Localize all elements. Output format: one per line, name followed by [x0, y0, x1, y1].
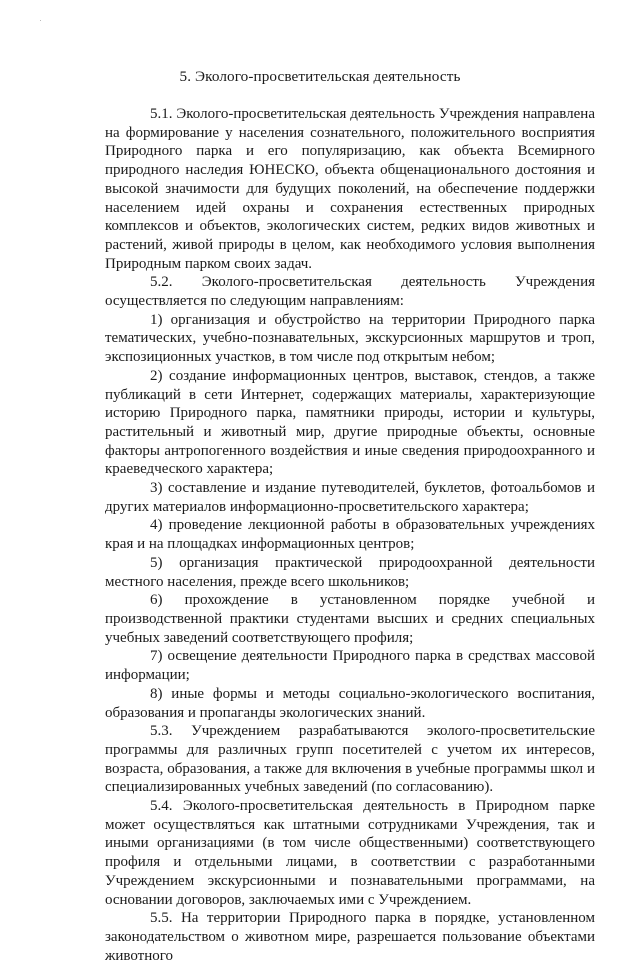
scan-speck	[40, 20, 41, 21]
section-title: 5. Эколого-просветительская деятельность	[179, 68, 461, 85]
list-item-4: 4) проведение лекционной работы в образовательных учреждениях края и на площадках информационных центров;	[105, 517, 595, 553]
list-item-6: 6) прохождение в установленном порядке учебной и производственной практики студентами высших и средних специальных учебных заведений соответствующего профиля;	[105, 592, 595, 646]
paragraph-5-2: 5.2. Эколого-просветительская деятельность Учреждения осуществляется по следующим направлениям:	[105, 274, 595, 310]
list-item-3: 3) составление и издание путеводителей, буклетов, фотоальбомов и других материалов информационно-просветительского характера;	[105, 480, 595, 515]
paragraph-5-3: 5.3. Учреждением разрабатываются эколого-просветительские программы для различных групп посетителей с учетом их интересов, возраста, образования, а также для включения в учебные программы школ и специализированных учебных заведений (по согласованию).	[105, 723, 595, 796]
paragraph-5-1: 5.1. Эколого-просветительская деятельность Учреждения направлена на формирование у населения сознательного, положительного восприятия Природного парка и его популяризацию, как объекта Всемирного природного наследия ЮНЕСКО, объекта общенационального достояния и высокой значимости для будущих поколений, на обеспечение поддержки населением идей охраны и сохранения естественных природных комплексов и объектов, экологических систем, редких видов животных и растений, живой природы в целом, как необходимого условия выполнения Природным парком своих задач.	[105, 106, 595, 272]
list-item-7: 7) освещение деятельности Природного парка в средствах массовой информации;	[105, 648, 595, 684]
list-item-1: 1) организация и обустройство на территории Природного парка тематических, учебно-познавательных, экскурсионных маршрутов и троп, экспозиционных участков, в том числе под открытым небом;	[105, 311, 595, 366]
list-item-8: 8) иные формы и методы социально-экологического воспитания, образования и пропаганды экологических знаний.	[105, 685, 595, 721]
list-item-5: 5) организация практической природоохранной деятельности местного населения, прежде всего школьников;	[105, 554, 595, 590]
paragraph-5-5: 5.5. На территории Природного парка в порядке, установленном законодательством о животном мире, разрешается пользование объектами животного	[105, 910, 595, 964]
section-body	[105, 105, 595, 965]
list-item-2: 2) создание информационных центров, выставок, стендов, а также публикаций в сети Интернет, содержащих материалы, характеризующие историю Природного парка, памятники природы, истории и культуры, растительный и животный мир, другие природные объекты, основные факторы антропогенного воздействия и иные сведения природоохранного и краеведческого характера;	[105, 367, 595, 478]
paragraph-5-4: 5.4. Эколого-просветительская деятельность в Природном парке может осуществляться как штатными сотрудниками Учреждения, так и иными организациями (в том числе общественными) соответствующего профиля и отдельными лицами, в соответствии с разработанными Учреждением экскурсионными и познавательными программами, на основании договоров, заключаемых ими с Учреждением.	[105, 798, 595, 908]
